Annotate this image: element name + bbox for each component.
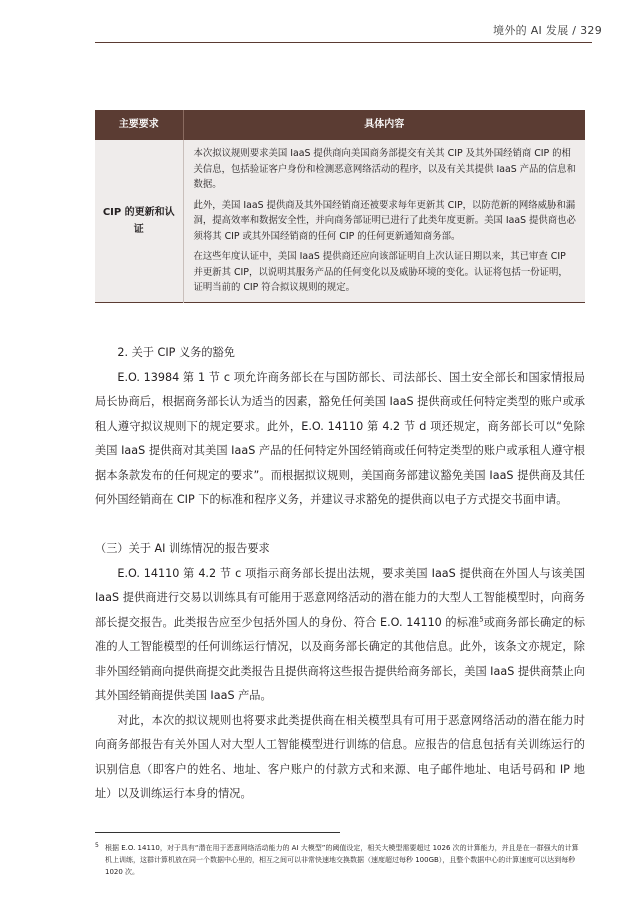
table-header-content: 具体内容 [183, 110, 585, 140]
header-rule [95, 42, 592, 43]
cell-paragraph: 此外，美国 IaaS 提供商及其外国经销商还被要求每年更新其 CIP，以防范新的网络威胁和漏洞，提高效率和数据安全性，并向商务部证明已进行了此类年度更新。美国 IaaS 提供商也必须将其 CIP 或其外国经销商的任何 CIP 的任何更新通知商务部。 [193, 199, 576, 242]
paragraph-text: 或商务部长确定的标准的人工智能模型的任何训练运行情况，以及商务部长确定的其他信息。此外，该条文亦规定，除非外国经销商向提供商提交此类报告且提供商将这些报告提供给商务部长，美国 IaaS 提供商禁止向其外国经销商提供美国 IaaS 产品。 [95, 615, 585, 702]
body-paragraph [95, 562, 585, 709]
footnote-text: 根据 E.O. 14110，对于具有“潜在用于恶意网络活动能力的 AI 大模型”的阈值设定，相关大模型需要超过 1026 次的计算能力，并且是在一群强大的计算机上训练，这群计算机放在同一个数据中心里的，相互之间可以非常快速地交换数据（速度超过每秒 100GB），且整个数据中心的计算速度可以达到每秒 1020 次。 [105, 844, 579, 876]
section-3 [95, 537, 585, 807]
body-paragraph: 对此，本次的拟议规则也将要求此类提供商在相关模型具有可用于恶意网络活动的潜在能力时向商务部报告有关外国人对大型人工智能模型进行训练的信息。应报告的信息包括有关训练运行的识别信息（即客户的姓名、地址、客户账户的付款方式和来源、电子邮件地址、电话号码和 IP 地址）以及训练运行本身的情况。 [95, 713, 585, 800]
footnote-number: 5 [95, 842, 99, 849]
footnote-ref[interactable]: 5 [479, 614, 484, 623]
section-heading: （三）关于 AI 训练情况的报告要求 [95, 542, 270, 555]
section-heading: 2. 关于 CIP 义务的豁免 [117, 346, 235, 359]
row-label: CIP 的更新和认证 [95, 140, 183, 302]
body-paragraph: E.O. 13984 第 1 节 c 项允许商务部长在与国防部长、司法部长、国土安全部长和国家情报局局长协商后，根据商务部长认为适当的因素，豁免任何美国 IaaS 提供商或任何特定类型的账户或承租人遵守拟议规则下的规定要求。此外，E.O. 14110 第 4.2 节 d 项还规定，商务部长可以“免除美国 IaaS 提供商对其美国 IaaS 产品的任何特定外国经销商或任何特定类型的账户或承租人遵守根据本条款发布的任何规定的要求”。而根据拟议规则，美国商务部建议豁免美国 IaaS 提供商及其任何外国经销商在 CIP 下的标准和程序义务，并建议寻求豁免的提供商以电子方式提交书面申请。 [95, 370, 585, 506]
cell-paragraph: 本次拟议规则要求美国 IaaS 提供商向美国商务部提交有关其 CIP 及其外国经销商 CIP 的相关信息，包括验证客户身份和检测恶意网络活动的程序，以及有关其提供 IaaS 产品的信息和数据。 [193, 148, 576, 190]
footnote-rule [95, 832, 340, 833]
section-2 [95, 341, 585, 513]
table-header-requirement: 主要要求 [95, 110, 183, 140]
table-row [95, 140, 585, 302]
cell-paragraph: 在这些年度认证中，美国 IaaS 提供商还应向该部证明自上次认证日期以来，其已审查 CIP 并更新其 CIP，以说明其服务产品的任何变化以及威胁环境的变化。认证将包括一份证明，证明当前的 CIP 符合拟议规则的规定。 [193, 251, 568, 293]
row-content [183, 140, 585, 302]
paragraph-text: E.O. 14110 第 4.2 节 c 项指示商务部长提出法规，要求美国 IaaS 提供商在外国人与该美国 IaaS 提供商进行交易以训练具有可能用于恶意网络活动的潜在能力的大型人工智能模型时，向商务部长提交报告。此类报告应至少包括外国人的身份、符合 E.O. 14110 的标准 [95, 566, 585, 629]
running-head: 境外的 AI 发展 / 329 [493, 24, 602, 37]
footnote [95, 842, 585, 878]
requirements-table [95, 110, 585, 303]
